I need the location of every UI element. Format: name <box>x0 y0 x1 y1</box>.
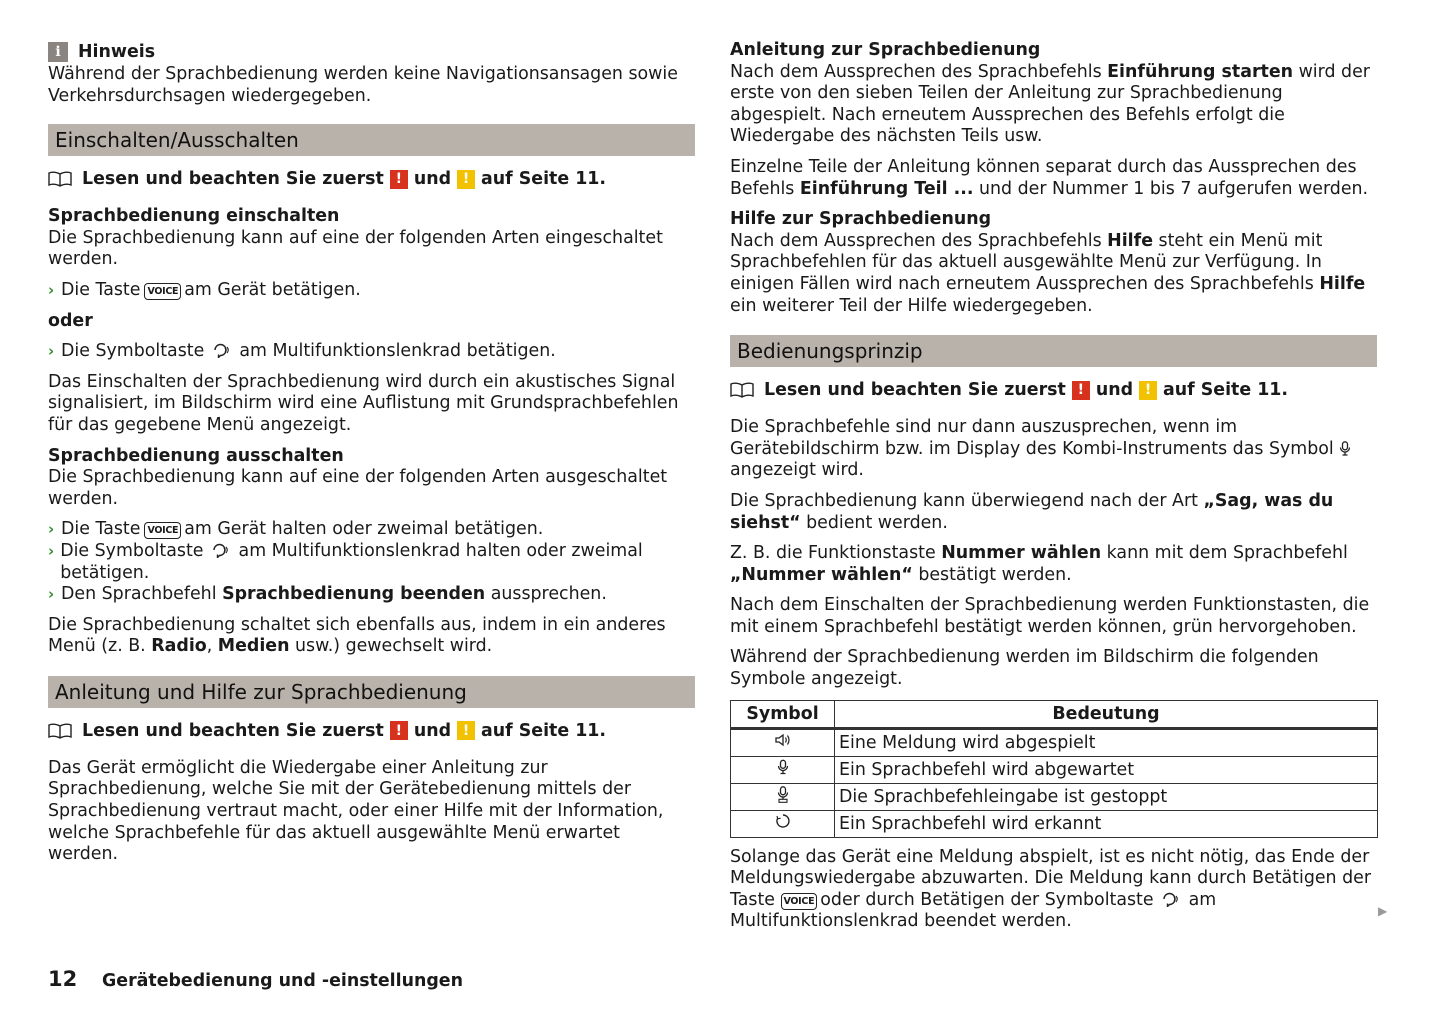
read-first-and: und <box>413 169 452 190</box>
table-cell-symbol <box>731 728 835 756</box>
warning-red-icon[interactable]: ! <box>1072 381 1090 400</box>
speaker-icon <box>774 732 792 748</box>
paragraph-text: und der Nummer 1 bis 7 aufgerufen werden. <box>978 178 1369 199</box>
read-first-text: Lesen und beachten Sie zuerst <box>82 720 384 741</box>
subheading-einschalten: Sprachbedienung einschalten <box>48 206 340 227</box>
paragraph-text: Die Sprachbefehle sind nur dann auszusprechen, wenn im Gerätebildschirm bzw. im Display des Kombi-Instruments das Symbol <box>730 417 1334 459</box>
menu-name-medien: Medien <box>217 636 290 657</box>
column-header-symbol: Symbol <box>731 700 835 728</box>
paragraph <box>48 615 695 658</box>
table-row <box>731 810 1378 837</box>
read-first-text: Lesen und beachten Sie zuerst <box>764 380 1066 401</box>
phrase-text: „Sag, was du siehst“ <box>730 490 1334 533</box>
paragraph-text: kann mit dem Sprachbefehl <box>1106 543 1348 564</box>
page-footer <box>48 967 463 991</box>
book-icon <box>48 171 72 187</box>
paragraph: Die Sprachbedienung kann auf eine der folgenden Arten eingeschaltet werden. <box>48 227 663 270</box>
paragraph-text: Nach dem Aussprechen des Sprachbefehls <box>730 61 1102 82</box>
command-text: Einführung starten <box>1107 61 1294 82</box>
continue-arrow-icon: ▶ <box>1378 904 1388 918</box>
paragraph-text: , <box>206 636 213 657</box>
paragraph-text: bestätigt werden. <box>918 564 1072 585</box>
recognizing-spinner-icon <box>775 813 791 829</box>
command-text: Hilfe <box>1319 273 1366 294</box>
info-icon: i <box>48 42 68 62</box>
subheading-anleitung: Anleitung zur Sprachbedienung <box>730 40 1041 60</box>
left-column <box>48 40 695 866</box>
paragraph <box>730 231 1377 317</box>
list-text: am Multifunktionslenkrad betätigen. <box>239 341 556 362</box>
list-text: am Gerät betätigen. <box>184 279 361 300</box>
section-heading-text: Bedienungsprinzip <box>737 339 923 364</box>
table-cell-meaning: Die Sprachbefehleingabe ist gestoppt <box>835 783 1378 810</box>
microphone-icon <box>777 759 789 775</box>
paragraph <box>730 417 1377 482</box>
paragraph <box>730 543 1377 586</box>
warning-yellow-icon[interactable]: ! <box>1139 381 1157 400</box>
paragraph-text: ein weiterer Teil der Hilfe wiedergegeben. <box>730 295 1093 316</box>
paragraph: Während der Sprachbedienung werden im Bildschirm die folgenden Symbole angezeigt. <box>730 647 1319 690</box>
paragraph: Das Gerät ermöglicht die Wiedergabe einer Anleitung zur Sprachbedienung, welche Sie mit der Gerätebedienung mittels der Sprachbedienung vertraut macht, oder einer Hilfe mit der Information, welche Sprachbefehle für das aktuell ausgewählte Menü erwartet werden. <box>48 757 664 865</box>
paragraph-text: Einzelne Teile der Anleitung können separat durch das Aussprechen des Befehls <box>730 156 1357 199</box>
symbol-table <box>730 700 1378 838</box>
voice-wheel-icon <box>1161 891 1181 907</box>
paragraph <box>730 847 1377 933</box>
section-heading-text: Anleitung und Hilfe zur Sprachbedienung <box>55 679 467 704</box>
list-text: am Multifunktionslenkrad halten oder zweimal betätigen. <box>60 540 643 583</box>
paragraph-text: Solange das Gerät eine Meldung abspielt, ist es nicht nötig, das Ende der Meldungswiedergabe abzuwarten. Die Meldung kann durch Betätigen der Taste <box>730 846 1371 910</box>
paragraph-text: wird der erste von den sieben Teilen der Anleitung zur Sprachbedienung abgespielt. Nach erneutem Aussprechen des Befehls erfolgt die Wiedergabe des nächsten Teils usw. <box>730 61 1370 147</box>
table-cell-symbol <box>731 756 835 783</box>
paragraph: Nach dem Einschalten der Sprachbedienung werden Funktionstasten, die mit einem Sprachbefehl bestätigt werden können, grün hervorgehoben. <box>730 595 1370 637</box>
paragraph-text: Die Sprachbedienung kann überwiegend nach der Art <box>730 490 1198 511</box>
read-first-line <box>48 168 695 190</box>
warning-yellow-icon[interactable]: ! <box>457 721 475 740</box>
command-text: Einführung Teil ... <box>799 178 974 199</box>
list-item <box>48 280 695 302</box>
column-header-meaning: Bedeutung <box>835 700 1378 728</box>
bullet-arrow-icon: › <box>48 541 55 560</box>
list-item <box>48 341 695 363</box>
list-item <box>48 541 695 584</box>
subheading-hilfe: Hilfe zur Sprachbedienung <box>730 209 992 230</box>
right-column <box>730 40 1377 933</box>
note-title: Hinweis <box>78 42 156 62</box>
read-first-line <box>730 379 1377 401</box>
warning-red-icon[interactable]: ! <box>390 170 408 189</box>
note-text: Während der Sprachbedienung werden keine Navigationsansagen sowie Verkehrsdurchsagen wiedergegeben. <box>48 64 678 106</box>
paragraph-text: angezeigt wird. <box>730 460 864 481</box>
table-row <box>731 756 1378 783</box>
footer-title: Gerätebedienung und -einstellungen <box>102 971 463 991</box>
paragraph <box>730 157 1377 200</box>
oder-label: oder <box>48 310 93 331</box>
warning-yellow-icon[interactable]: ! <box>457 170 475 189</box>
list-text: Die Symboltaste <box>60 540 204 561</box>
page-reference-link[interactable]: auf Seite 11. <box>481 720 607 741</box>
list-text: Die Taste <box>61 279 141 300</box>
list-item <box>48 584 695 606</box>
paragraph-text: am Multifunktionslenkrad beendet werden. <box>730 889 1217 932</box>
table-cell-symbol <box>731 810 835 837</box>
voice-key-icon: VOICE <box>781 893 818 910</box>
bullet-arrow-icon: › <box>48 280 55 299</box>
table-row <box>731 728 1378 756</box>
section-heading-einschalten <box>48 124 695 156</box>
list-text: Die Taste <box>61 519 141 540</box>
paragraph-text: oder durch Betätigen der Symboltaste <box>820 889 1154 910</box>
table-cell-meaning: Eine Meldung wird abgespielt <box>835 728 1378 756</box>
paragraph <box>730 62 1377 148</box>
page-reference-link[interactable]: auf Seite 11. <box>481 169 607 190</box>
section-heading-anleitung-hilfe <box>48 676 695 708</box>
read-first-and: und <box>1095 380 1134 401</box>
table-row <box>731 783 1378 810</box>
paragraph-text: usw.) gewechselt wird. <box>295 636 493 657</box>
page-reference-link[interactable]: auf Seite 11. <box>1163 380 1289 401</box>
list-text: Die Symboltaste <box>61 341 205 362</box>
menu-name-radio: Radio <box>151 636 207 657</box>
subheading-ausschalten: Sprachbedienung ausschalten <box>48 445 344 466</box>
read-first-line <box>48 720 695 742</box>
microphone-icon <box>1339 441 1351 456</box>
section-heading-text: Einschalten/Ausschalten <box>55 128 299 153</box>
command-text: Sprachbedienung beenden <box>222 584 486 605</box>
bullet-arrow-icon: › <box>48 520 55 539</box>
table-header-row <box>731 700 1378 728</box>
voice-key-icon: VOICE <box>144 522 181 539</box>
list-text: Den Sprachbefehl <box>61 584 217 605</box>
list-item <box>48 519 695 541</box>
microphone-stopped-icon <box>776 786 790 803</box>
paragraph-text: steht ein Menü mit Sprachbefehlen für das aktuell ausgewählte Menü zur Verfügung. In einigen Fällen wird nach erneutem Aussprechen des Sprachbefehls <box>730 230 1323 294</box>
list-text: am Gerät halten oder zweimal betätigen. <box>184 519 544 540</box>
read-first-text: Lesen und beachten Sie zuerst <box>82 169 384 190</box>
paragraph <box>730 491 1377 534</box>
paragraph-text: Nach dem Aussprechen des Sprachbefehls <box>730 230 1102 251</box>
book-icon <box>730 382 754 398</box>
paragraph-text: Die Sprachbedienung schaltet sich ebenfalls aus, indem in ein anderes Menü (z. B. <box>48 614 666 657</box>
page-number: 12 <box>48 967 78 991</box>
list-text: aussprechen. <box>490 584 607 605</box>
voice-key-icon: VOICE <box>144 283 181 300</box>
voice-wheel-icon <box>211 542 231 558</box>
voice-wheel-icon <box>212 342 232 358</box>
command-text: Hilfe <box>1107 230 1154 251</box>
table-cell-meaning: Ein Sprachbefehl wird abgewartet <box>835 756 1378 783</box>
section-heading-bedienungsprinzip <box>730 335 1377 367</box>
read-first-and: und <box>413 720 452 741</box>
paragraph: Die Sprachbedienung kann auf eine der folgenden Arten ausgeschaltet werden. <box>48 467 668 509</box>
table-cell-symbol <box>731 783 835 810</box>
bullet-arrow-icon: › <box>48 342 55 361</box>
paragraph-text: bedient werden. <box>806 512 948 533</box>
command-text: „Nummer wählen“ <box>730 564 913 585</box>
note-heading <box>48 40 695 64</box>
book-icon <box>48 723 72 739</box>
warning-red-icon[interactable]: ! <box>390 721 408 740</box>
paragraph-text: Z. B. die Funktionstaste <box>730 543 936 564</box>
table-cell-meaning: Ein Sprachbefehl wird erkannt <box>835 810 1378 837</box>
bullet-arrow-icon: › <box>48 585 55 604</box>
function-key-text: Nummer wählen <box>941 543 1102 564</box>
paragraph: Das Einschalten der Sprachbedienung wird durch ein akustisches Signal signalisiert, im Bildschirm wird eine Auflistung mit Grundsprachbefehlen für das gegebene Menü angezeigt. <box>48 371 679 435</box>
